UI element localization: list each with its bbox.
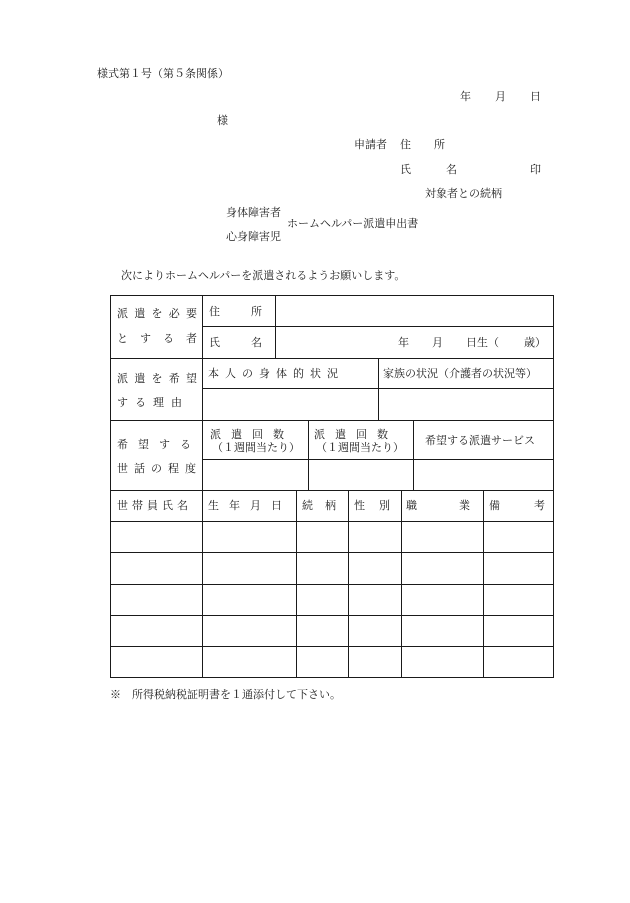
divider bbox=[110, 615, 554, 616]
divider bbox=[202, 326, 554, 327]
divider bbox=[202, 459, 554, 460]
col-occupation: 職業 bbox=[406, 499, 512, 512]
footnote: ※ 所得税納税証明書を１通添付して下さい。 bbox=[110, 688, 341, 701]
divider bbox=[110, 584, 554, 585]
col-birth-date: 生年月日 bbox=[208, 499, 292, 512]
age-suffix: 歳） bbox=[524, 336, 546, 349]
table-border-top bbox=[110, 295, 554, 296]
applicant-name-label: 氏 名 bbox=[400, 163, 469, 176]
table-border-left bbox=[110, 295, 111, 678]
birth-year: 年 bbox=[398, 336, 409, 349]
divider bbox=[202, 295, 203, 678]
form-id: 様式第１号（第５条関係） bbox=[97, 67, 229, 80]
target-name-label: 氏 名 bbox=[209, 336, 272, 349]
divider bbox=[296, 490, 297, 678]
divider bbox=[413, 420, 414, 490]
divider bbox=[308, 420, 309, 490]
dispatch-count-a-line2: （１週間当たり） bbox=[212, 441, 300, 454]
birth-day-suffix: 日生（ bbox=[466, 336, 499, 349]
birth-month: 月 bbox=[432, 336, 443, 349]
divider bbox=[110, 358, 554, 359]
dispatch-count-b-line2: （１週間当たり） bbox=[316, 441, 404, 454]
divider bbox=[275, 295, 276, 358]
date-day: 日 bbox=[530, 90, 541, 103]
section3-heading-line1: 希望する bbox=[117, 438, 201, 451]
divider bbox=[483, 490, 484, 678]
col-relation: 続柄 bbox=[302, 499, 348, 512]
table-border-right bbox=[553, 295, 554, 678]
addressee-suffix: 様 bbox=[217, 114, 228, 127]
dispatch-count-a-line1: 派遣回数 bbox=[210, 428, 294, 441]
col-sex: 性別 bbox=[354, 499, 404, 512]
section2-heading-line2: する理由 bbox=[117, 396, 189, 409]
seal-label: 印 bbox=[530, 163, 541, 176]
divider bbox=[110, 646, 554, 647]
intro-text: 次によりホームヘルパーを派遣されるようお願いします。 bbox=[121, 269, 406, 282]
dispatch-count-b-line1: 派遣回数 bbox=[314, 428, 398, 441]
divider bbox=[110, 420, 554, 421]
relation-label: 対象者との続柄 bbox=[425, 187, 502, 200]
section1-heading-line2: と す る 者 bbox=[117, 332, 197, 345]
section2-heading-line1: 派 遣 を 希 望 bbox=[117, 372, 197, 385]
section3-heading-line2: 世話の程度 bbox=[117, 462, 202, 475]
title-line1: 身体障害者 bbox=[226, 206, 281, 219]
date-month: 月 bbox=[495, 90, 506, 103]
target-address-label: 住 所 bbox=[209, 305, 272, 318]
col-household-name: 世帯員氏名 bbox=[117, 499, 192, 512]
divider bbox=[110, 490, 554, 491]
family-condition-label: 家族の状況（介護者の状況等） bbox=[383, 367, 537, 380]
divider bbox=[348, 490, 349, 678]
page-title: ホームヘルパー派遣申出書 bbox=[287, 217, 419, 230]
date-year: 年 bbox=[460, 90, 471, 103]
physical-condition-label: 本人の身体的状況 bbox=[208, 367, 344, 380]
table-border-bottom bbox=[110, 677, 554, 678]
col-notes: 備考 bbox=[489, 499, 579, 512]
divider bbox=[110, 552, 554, 553]
divider bbox=[110, 521, 554, 522]
divider bbox=[378, 358, 379, 420]
divider bbox=[401, 490, 402, 678]
applicant-address-label: 住 所 bbox=[400, 138, 451, 151]
date-line bbox=[460, 91, 541, 102]
desired-service-label: 希望する派遣サービス bbox=[425, 434, 535, 447]
section1-heading-line1: 派 遣 を 必 要 bbox=[117, 307, 197, 320]
applicant-label: 申請者 bbox=[354, 138, 387, 151]
title-line2: 心身障害児 bbox=[226, 230, 281, 243]
